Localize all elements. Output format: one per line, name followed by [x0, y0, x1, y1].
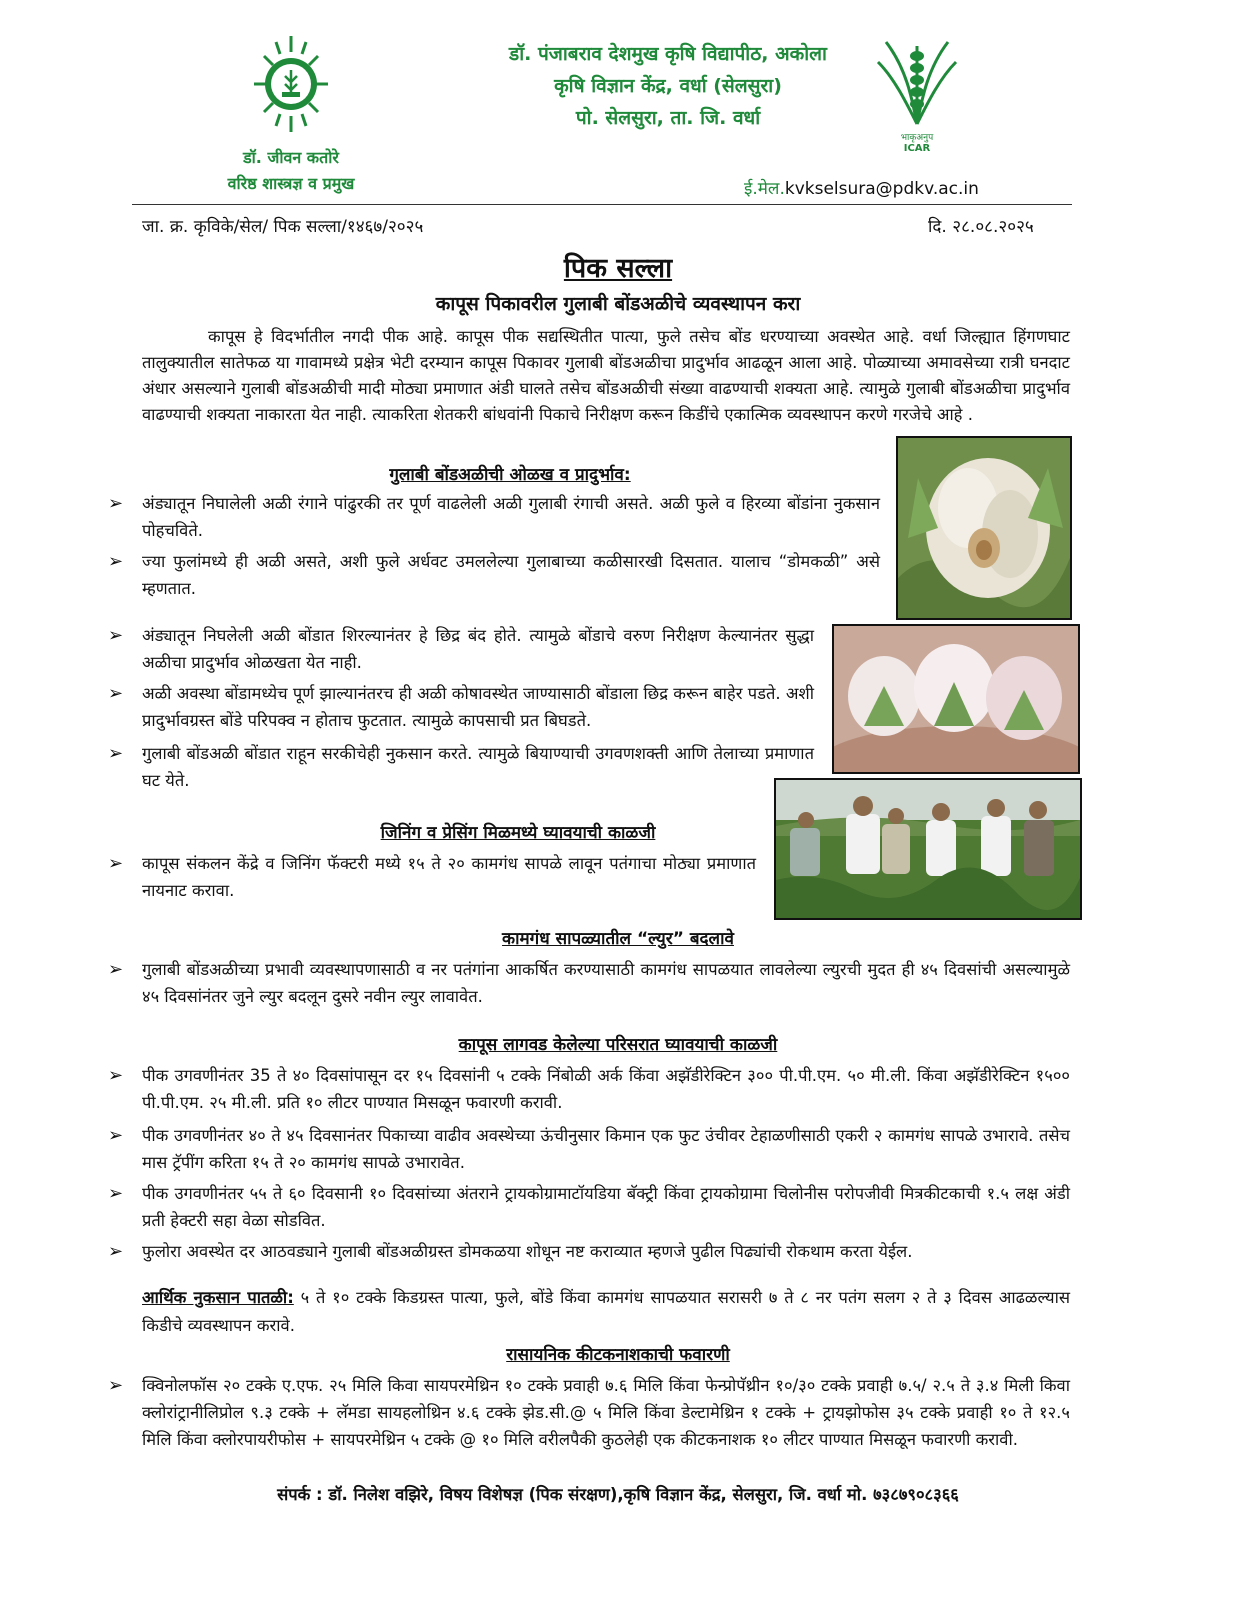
reference-number: जा. क्र. कृविके/सेल/ पिक सल्ला/१४६७/२०२५: [142, 217, 424, 237]
header-rule: [132, 204, 1072, 205]
arrow-bullet-icon: ➢: [108, 551, 124, 572]
arrow-bullet-icon: ➢: [108, 1375, 124, 1396]
head-designation: वरिष्ठ शास्त्रज्ञ व प्रमुख: [227, 174, 355, 193]
arrow-bullet-icon: ➢: [108, 1125, 124, 1146]
head-name: डॉ. जीवन कतोरे: [243, 148, 339, 167]
list-item: ➢ पीक उगवणीनंतर 35 ते ४० दिवसांपासून दर १५ दिवसांनी ५ टक्के निंबोळी अर्क किंवा अझॅडीरेक्टिन ३०० पी.पी.एम. ५० मी.ली. किंवा अझॅडीरेक्टिन १५०० पी.पी.एम. २५ मी.ली. प्रति १० लीटर पाण्यात मिसळून फवारणी करावी.: [142, 1062, 1070, 1116]
icar-text: ICAR: [903, 143, 931, 154]
contact-line: संपर्क : डॉ. निलेश वझिरे, विषय विशेषज्ञ (पिक संरक्षण),कृषि विज्ञान केंद्र, सेलसुरा, जि. वर्धा मो. ७३८७९०८३६६: [277, 1485, 959, 1504]
arrow-bullet-icon: ➢: [108, 959, 124, 980]
arrow-bullet-icon: ➢: [108, 1241, 124, 1262]
pdkv-logo: [252, 34, 330, 134]
kvk-address: पो. सेलसुरा, ता. जि. वर्धा: [575, 107, 761, 129]
list-item: ➢ पीक उगवणीनंतर ५५ ते ६० दिवसानी १० दिवसांच्या अंतराने ट्रायकोग्रामाटॉयडिया बॅक्ट्री किंवा ट्रायकोग्रामा चिलोनीस परोपजीवी मित्रकीटकाची १.५ लक्ष अंडी प्रती हेक्टरी सहा वेळा सोडवित.: [142, 1180, 1070, 1234]
section-heading-field-care: कापूस लागवड केलेल्या परिसरात घ्यावयाची काळजी: [458, 1035, 778, 1055]
arrow-bullet-icon: ➢: [108, 1065, 124, 1086]
icar-logo: [876, 38, 958, 154]
page-title: पिक सल्ला: [563, 253, 673, 284]
list-item: ➢ अंड्यातून निघालेली अळी रंगाने पांढुरकी तर पूर्ण वाढलेली अळी गुलाबी रंगाची असते. अळी फुले व हिरव्या बोंडांना नुकसान पोहचविते.: [142, 490, 880, 544]
list-item: ➢ गुलाबी बोंडअळी बोंडात राहून सरकीचेही नुकसान करते. त्यामुळे बियाण्याची उगवणशक्ती आणि तेलाच्या प्रमाणात घट येते.: [142, 740, 814, 794]
arrow-bullet-icon: ➢: [108, 625, 124, 646]
list-item: ➢ अळी अवस्था बोंडामध्येच पूर्ण झाल्यानंतरच ही अळी कोषावस्थेत जाण्यासाठी बोंडाला छिद्र करून बाहेर पडते. अशी प्रादुर्भावग्रस्त बोंडे परिपक्व न होताच फुटतात. त्यामुळे कापसाची प्रत बिघडते.: [142, 680, 814, 734]
page-subtitle: कापूस पिकावरील गुलाबी बोंडअळीचे व्यवस्थापन करा: [435, 293, 801, 315]
list-item: ➢ गुलाबी बोंडअळीच्या प्रभावी व्यवस्थापणासाठी व नर पतंगांना आकर्षित करण्यासाठी कामगंध सापळयात लावलेल्या ल्युरची मुदत ही ४५ दिवसांची असल्यामुळे ४५ दिवसांनंतर जुने ल्युर बदलून दुसरे नवीन ल्युर लावावेत.: [142, 956, 1070, 1010]
threshold-label: आर्थिक नुकसान पातळी:: [142, 1288, 294, 1307]
list-item: ➢ पीक उगवणीनंतर ४० ते ४५ दिवसानंतर पिकाच्या वाढीव अवस्थेच्या ऊंचीनुसार किमान एक फुट उंचीवर टेहाळणीसाठी एकरी २ कामगंध सापळे उभारावे. तसेच मास ट्रॅपींग करिता १५ ते २० कामगंध सापळे उभारावेत.: [142, 1122, 1070, 1176]
list-item: ➢ ज्या फुलांमध्ये ही अळी असते, अशी फुले अर्धवट उमललेल्या गुलाबाच्या कळीसारखी दिसतात. यालाच “डोमकळी” असे म्हणतात.: [142, 548, 880, 602]
arrow-bullet-icon: ➢: [108, 853, 124, 874]
email-address[interactable]: kvkselsura@pdkv.ac.in: [784, 179, 979, 199]
intro-paragraph: कापूस हे विदर्भातील नगदी पीक आहे. कापूस पीक सद्यस्थितीत पात्या, फुले तसेच बोंड धरण्याच्या अवस्थेत आहे. वर्धा जिल्ह्यात हिंगणघाट तालुक्यातील सातेफळ या गावामध्ये प्रक्षेत्र भेटी दरम्यान कापूस पिकावर गुलाबी बोंडअळीचा प्रादुर्भाव आढळून आला आहे. पोळ्याच्या अमावसेच्या रात्री घनदाट अंधार असल्याने गुलाबी बोंडअळीची मादी मोठ्या प्रमाणात अंडी घालते तसेच बोंडअळीची संख्या वाढण्याची शक्यता आहे. त्यामुळे गुलाबी बोंडअळीचा प्रादुर्भाव वाढण्याची शक्यता नाकारता येत नाही. त्याकरिता शेतकरी बांधवांनी पिकाचे निरीक्षण करून किडींचे एकात्मिक व्यवस्थापन करणे गरजेचे आहे .: [142, 327, 1070, 424]
section-heading-lure: कामगंध सापळ्यातील “ल्युर” बदलावे: [502, 929, 734, 949]
email-label: ई.मेल.: [744, 179, 785, 199]
section-heading-identification: गुलाबी बोंडअळीची ओळख व प्रादुर्भाव:: [389, 465, 631, 485]
list-item: ➢ फुलोरा अवस्थेत दर आठवड्याने गुलाबी बोंडअळीग्रस्त डोमकळया शोधून नष्ट कराव्यात म्हणजे पुढील पिढ्यांची रोकथाम करता येईल.: [142, 1238, 1070, 1265]
letter-date: दि. २८.०८.२०२५: [928, 217, 1034, 237]
list-item: ➢ क्विनोलफॉस २० टक्के ए.एफ. २५ मिलि किवा सायपरमेथ्रिन १० टक्के प्रवाही ७.६ मिलि किंवा फेन्प्रोपॅथ्रीन १०/३० टक्के प्रवाही ७.५/ २.५ ते ३.४ मिली किवा क्लोरांट्रानीलिप्रोल ९.३ टक्के + लॅमडा सायहलोथ्रिन ४.६ टक्के झेड.सी.@ ५ मिलि किंवा डेल्टामेथ्रिन १ टक्के + ट्रायझोफोस ३५ टक्के प्रवाही १० ते १२.५ मिलि किंवा क्लोरपायरीफोस + सायपरमेथ्रिन ५ टक्के @ १० मिलि वरीलपैकी कुठलेही एक कीटकनाशक १० लीटर पाण्यात मिसळून फवारणी करावी.: [142, 1372, 1070, 1453]
arrow-bullet-icon: ➢: [108, 493, 124, 514]
university-name: डॉ. पंजाबराव देशमुख कृषि विद्यापीठ, अकोला: [509, 43, 827, 65]
list-item: ➢ कापूस संकलन केंद्रे व जिनिंग फॅक्टरी मध्ये १५ ते २० कामगंध सापळे लावून पतंगाचा मोठ्या प्रमाणात नायनाट करावा.: [142, 850, 756, 904]
list-item: ➢ अंड्यातून निघलेली अळी बोंडात शिरल्यानंतर हे छिद्र बंद होते. त्यामुळे बोंडाचे वरुण निरीक्षण केल्यानंतर सुद्धा अळीचा प्रादुर्भाव ओळखता येत नाही.: [142, 622, 814, 676]
economic-threshold: [142, 1284, 1070, 1340]
rosette-flower-photo: [896, 436, 1072, 620]
section-heading-chemical: रासायनिक कीटकनाशकाची फवारणी: [506, 1345, 730, 1365]
arrow-bullet-icon: ➢: [108, 1183, 124, 1204]
arrow-bullet-icon: ➢: [108, 743, 124, 764]
icar-hindi-text: भाकृअनुप: [900, 133, 934, 143]
domkali-buds-photo: [832, 624, 1080, 774]
threshold-text: ५ ते १० टक्के किडग्रस्त पात्या, फुले, बोंडे किंवा कामगंध सापळयात सरासरी ७ ते ८ नर पतंग सलग २ ते ३ दिवस आढळल्यास किडीचे व्यवस्थापन करावे.: [142, 1288, 1071, 1335]
kvk-name: कृषि विज्ञान केंद्र, वर्धा (सेलसुरा): [554, 75, 782, 97]
arrow-bullet-icon: ➢: [108, 683, 124, 704]
email-line: [744, 176, 979, 199]
field-visit-photo: [774, 778, 1082, 920]
section-heading-ginning: जिनिंग व प्रेसिंग मिळमध्ये घ्यावयाची काळजी: [380, 823, 656, 843]
